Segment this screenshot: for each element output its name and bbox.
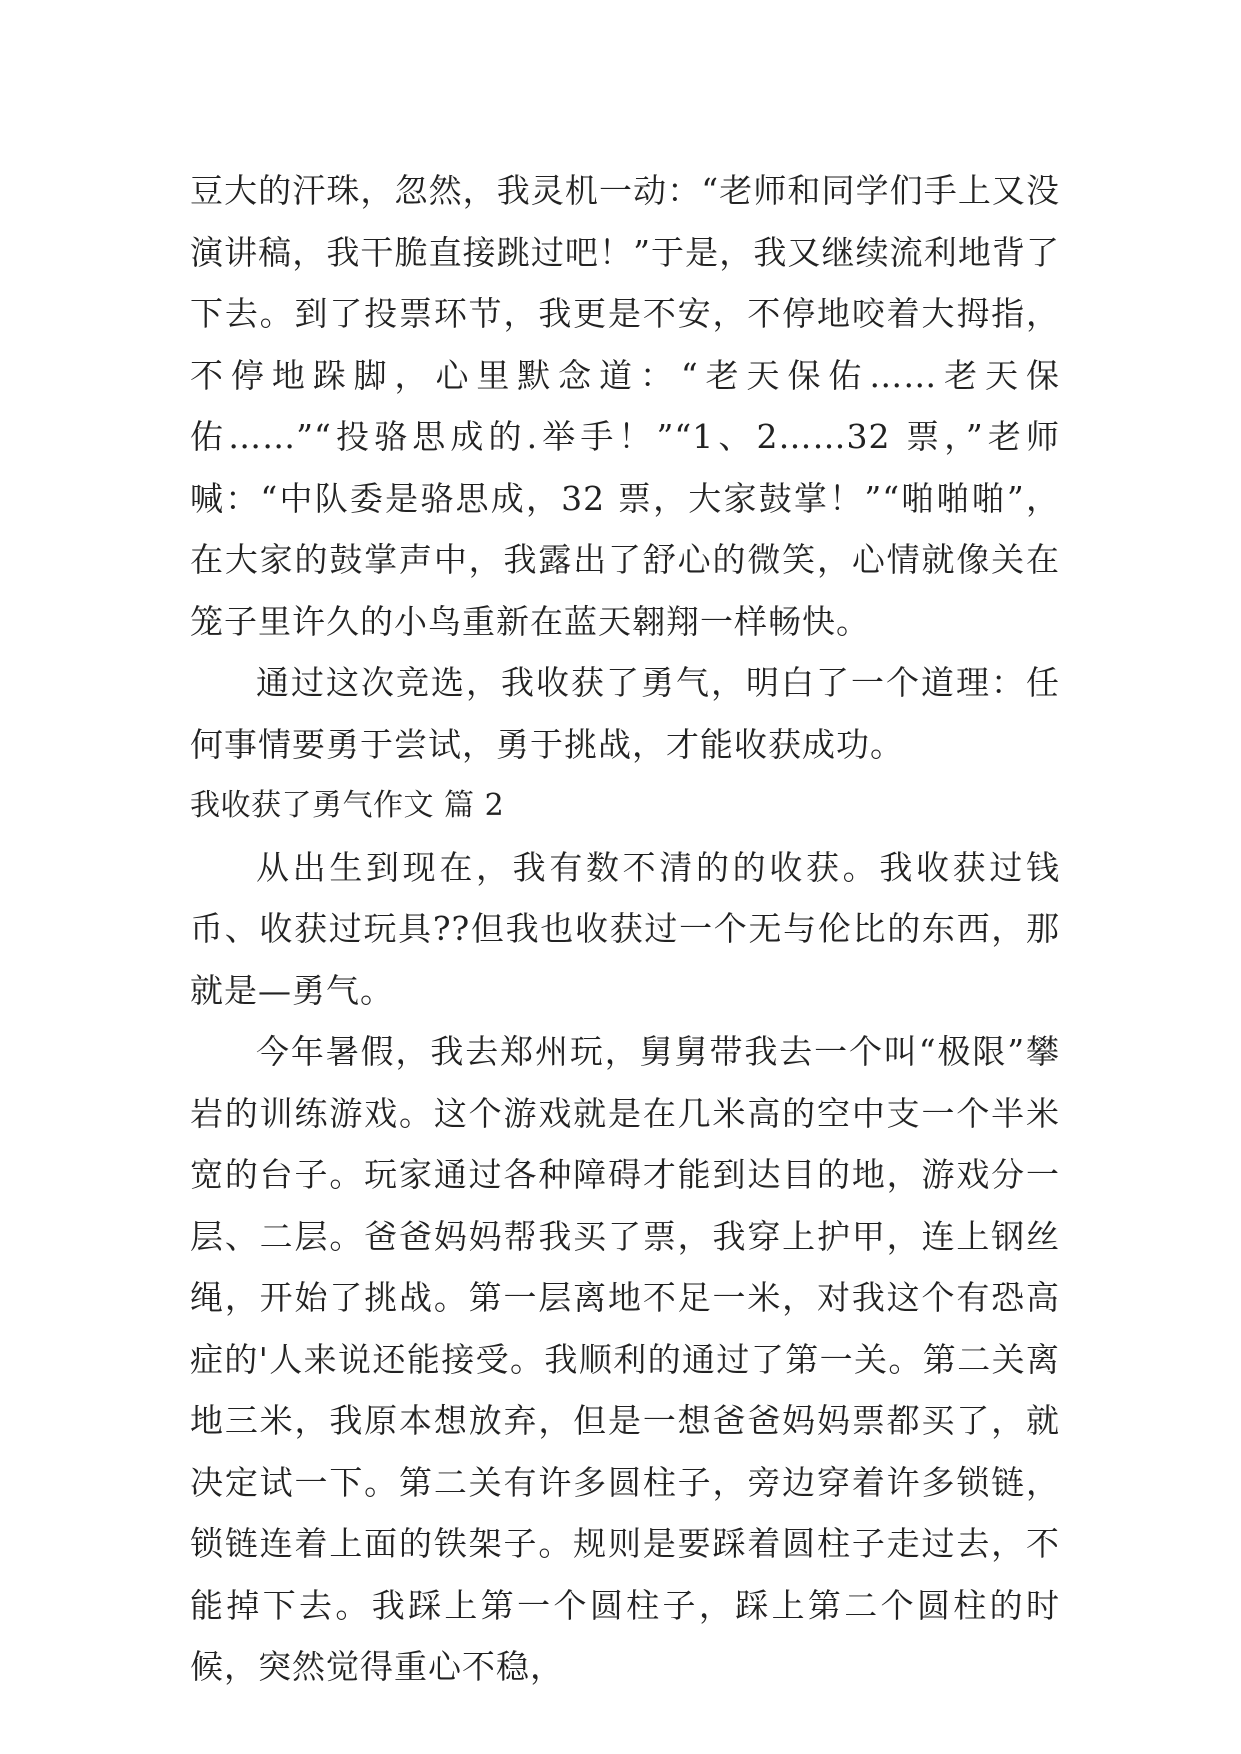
document-body [190,160,1060,1698]
section-heading: 我收获了勇气作文 篇 2 [190,788,505,823]
paragraph-story: 今年暑假，我去郑州玩，舅舅带我去一个叫“极限”攀岩的训练游戏。这个游戏就是在几米高的空中支一个半米宽的台子。玩家通过各种障碍才能到达目的地，游戏分一层、二层。爸爸妈妈帮我买了票，我穿上护甲，连上钢丝绳，开始了挑战。第一层离地不足一米，对我这个有恐高症的'人来说还能接受。我顺利的通过了第一关。第二关离地三米，我原本想放弃，但是一想爸爸妈妈票都买了，就决定试一下。第二关有许多圆柱子，旁边穿着许多锁链，锁链连着上面的铁架子。规则是要踩着圆柱子走过去，不能掉下去。我踩上第一个圆柱子，踩上第二个圆柱的时候，突然觉得重心不稳， [190,1032,1060,1686]
paragraph-continuation: 豆大的汗珠，忽然，我灵机一动：“老师和同学们手上又没演讲稿，我干脆直接跳过吧！”于是，我又继续流利地背了下去。到了投票环节，我更是不安，不停地咬着大拇指，不停地跺脚，心里默念道：“老天保佑……老天保佑……”“投骆思成的.举手！”“1、2……32 票，”老师喊：“中队委是骆思成，32 票，大家鼓掌！”“啪啪啪”，在大家的鼓掌声中，我露出了舒心的微笑，心情就像关在笼子里许久的小鸟重新在蓝天翱翔一样畅快。 [190,171,1060,641]
paragraph-conclusion: 通过这次竞选，我收获了勇气，明白了一个道理：任何事情要勇于尝试，勇于挑战，才能收获成功。 [190,663,1060,764]
paragraph-intro: 从出生到现在，我有数不清的的收获。我收获过钱币、收获过玩具??但我也收获过一个无与伦比的东西，那就是—勇气。 [190,847,1060,1010]
